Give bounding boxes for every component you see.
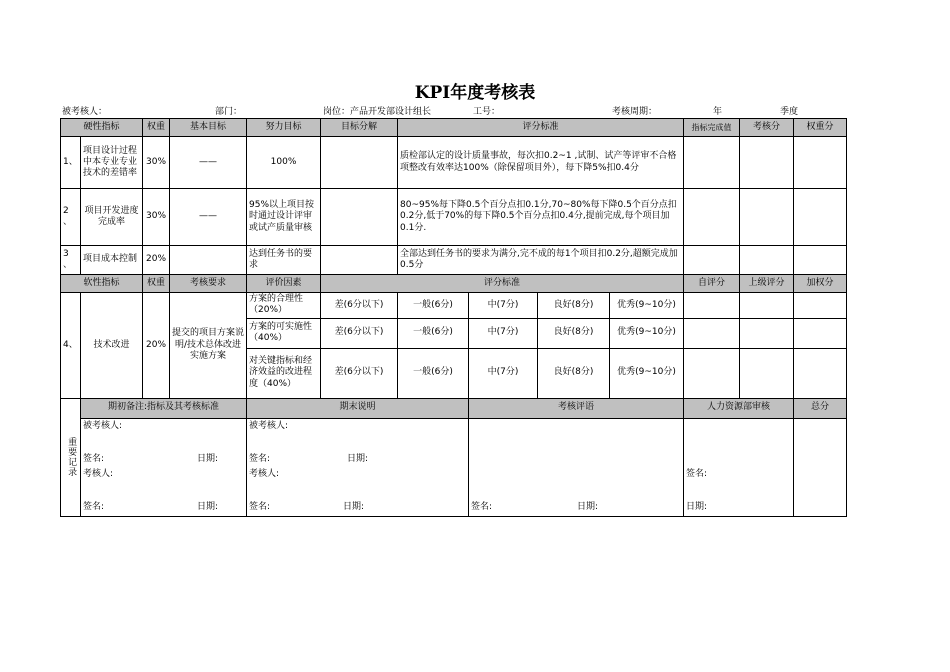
header-cell: 考核要求 [170,275,247,293]
header-cell: 考核分 [740,119,794,137]
row-number: 3 、 [61,246,81,275]
table-row [61,189,847,246]
indicator-name: 项目开发进度完成率 [81,189,143,246]
header-cell: 权重 [143,119,170,137]
score [740,189,794,246]
evaluation-factor: 方案的可实施性（40%） [247,318,321,348]
self-score [684,293,740,319]
effort-target: 达到任务书的要求 [247,246,321,275]
effort-target: 100% [247,137,321,189]
weighted-score [794,348,847,398]
self-score [684,348,740,398]
hr-review-cell [684,418,794,516]
grade-cell: 中(7分) [469,348,538,398]
indicator-name: 技术改进 [81,293,143,399]
weight: 20% [143,293,170,399]
date-label: 日期: [343,501,365,512]
kpi-table [60,118,847,517]
grade-cell: 良好(8分) [538,293,610,319]
row-number: 1、 [61,137,81,189]
evaluation-factor: 对关键指标和经济效益的改进程度（40%） [247,348,321,398]
superior-score [740,318,794,348]
record-body-row [61,418,847,516]
header-cell: 总分 [794,398,847,418]
quarter-label: 季度 [780,107,799,117]
grade-cell: 一般(6分) [398,293,469,319]
header-cell: 上级评分 [740,275,794,293]
grade-cell: 一般(6分) [398,348,469,398]
indicator-name: 项目成本控制 [81,246,143,275]
record-side-label: 重要记录 [61,398,81,516]
superior-score [740,348,794,398]
grade-cell: 差(6分以下) [321,318,398,348]
weighted-score [794,246,847,275]
grade-cell: 差(6分以下) [321,293,398,319]
basic-target [170,246,247,275]
appraisee-label: 被考核人： [62,107,108,117]
header-cell: 加权分 [794,275,847,293]
score [740,246,794,275]
sign-label: 签名: [83,501,105,512]
page-title: KPI年度考核表 [414,83,536,103]
target-decomposition [321,246,398,275]
record-header-row [61,398,847,418]
grade-cell: 良好(8分) [538,318,610,348]
target-decomposition [321,137,398,189]
appraiser-sign-label: 考核人: [83,468,114,479]
completion-value [684,189,740,246]
appraisee-sign-label: 被考核人: [249,420,289,431]
effort-target: 95%以上项目按时通过设计评审或试产质量审核 [247,189,321,246]
grade-cell: 差(6分以下) [321,348,398,398]
grade-cell: 优秀(9~10分) [610,348,684,398]
basic-target: —— [170,189,247,246]
header-cell: 人力资源部审核 [684,398,794,418]
date-label: 日期: [347,453,369,464]
basic-target: —— [170,137,247,189]
sign-label: 签名: [83,453,105,464]
weighted-score [794,189,847,246]
completion-value [684,246,740,275]
date-label: 日期: [577,501,599,512]
header-cell: 自评分 [684,275,740,293]
table-row [61,293,847,319]
period-label: 考核周期： [612,107,658,117]
self-score [684,318,740,348]
initial-notes-cell [81,418,247,516]
sign-label: 签名: [249,453,271,464]
assessment-requirement: 提交的项目方案说明/技术总体改进实施方案 [170,293,247,399]
header-cell: 软性指标 [61,275,143,293]
grade-cell: 中(7分) [469,318,538,348]
appraisee-sign-label: 被考核人: [83,420,123,431]
year-label: 年 [713,107,723,117]
job-no-label: 工号： [473,107,501,117]
target-decomposition [321,189,398,246]
grade-cell: 一般(6分) [398,318,469,348]
indicator-name: 项目设计过程中本专业专业技术的差错率 [81,137,143,189]
header-cell: 努力目标 [247,119,321,137]
grade-cell: 优秀(9~10分) [610,318,684,348]
header-cell: 期末说明 [247,398,469,418]
sign-label: 签名: [471,501,493,512]
position-label: 岗位：产品开发部设计组长 [323,107,432,117]
hard-header-row [61,119,847,137]
grade-cell: 优秀(9~10分) [610,293,684,319]
header-cell: 期初备注:指标及其考核标准 [81,398,247,418]
evaluation-factor: 方案的合理性（20%） [247,293,321,319]
date-label: 日期: [197,501,219,512]
date-label: 日期: [686,501,708,512]
superior-score [740,293,794,319]
header-cell: 权重分 [794,119,847,137]
header-cell: 评分标准 [398,119,684,137]
soft-header-row [61,275,847,293]
row-number: 4、 [61,293,81,399]
score [740,137,794,189]
scoring-standard: 全部达到任务书的要求为满分,完不成的每1个项目扣0.2分,超额完成加0.5分 [398,246,684,275]
grade-cell: 良好(8分) [538,348,610,398]
scoring-standard: 80~95%每下降0.5个百分点扣0.1分,70~80%每下降0.5个百分点扣0.2分,低于70%的每下降0.5个百分点扣0.4分,提前完成,每个项目加0.1分. [398,189,684,246]
header-cell: 评价因素 [247,275,321,293]
grade-cell: 中(7分) [469,293,538,319]
weight: 30% [143,189,170,246]
completion-value [684,137,740,189]
comments-cell [469,418,684,516]
row-number: 2 、 [61,189,81,246]
header-cell: 指标完成值 [684,119,740,137]
total-score-cell [794,418,847,516]
appraiser-sign-label: 考核人: [249,468,280,479]
weighted-score [794,318,847,348]
header-cell: 考核评语 [469,398,684,418]
table-row [61,246,847,275]
date-label: 日期: [197,453,219,464]
sign-label: 签名: [249,501,271,512]
scoring-standard: 质检部认定的设计质量事故，每次扣0.2~1 ,试制、试产等评审不合格项整改有效率达100%（除保留项目外），每下降5%扣0.4分 [398,137,684,189]
header-cell: 目标分解 [321,119,398,137]
table-row [61,137,847,189]
sign-label: 签名: [686,468,708,479]
weighted-score [794,137,847,189]
weight: 30% [143,137,170,189]
final-notes-cell [247,418,469,516]
header-cell: 基本目标 [170,119,247,137]
header-cell: 权重 [143,275,170,293]
header-cell: 硬性指标 [61,119,143,137]
header-cell: 评分标准 [321,275,684,293]
weighted-score [794,293,847,319]
weight: 20% [143,246,170,275]
dept-label: 部门： [215,107,243,117]
